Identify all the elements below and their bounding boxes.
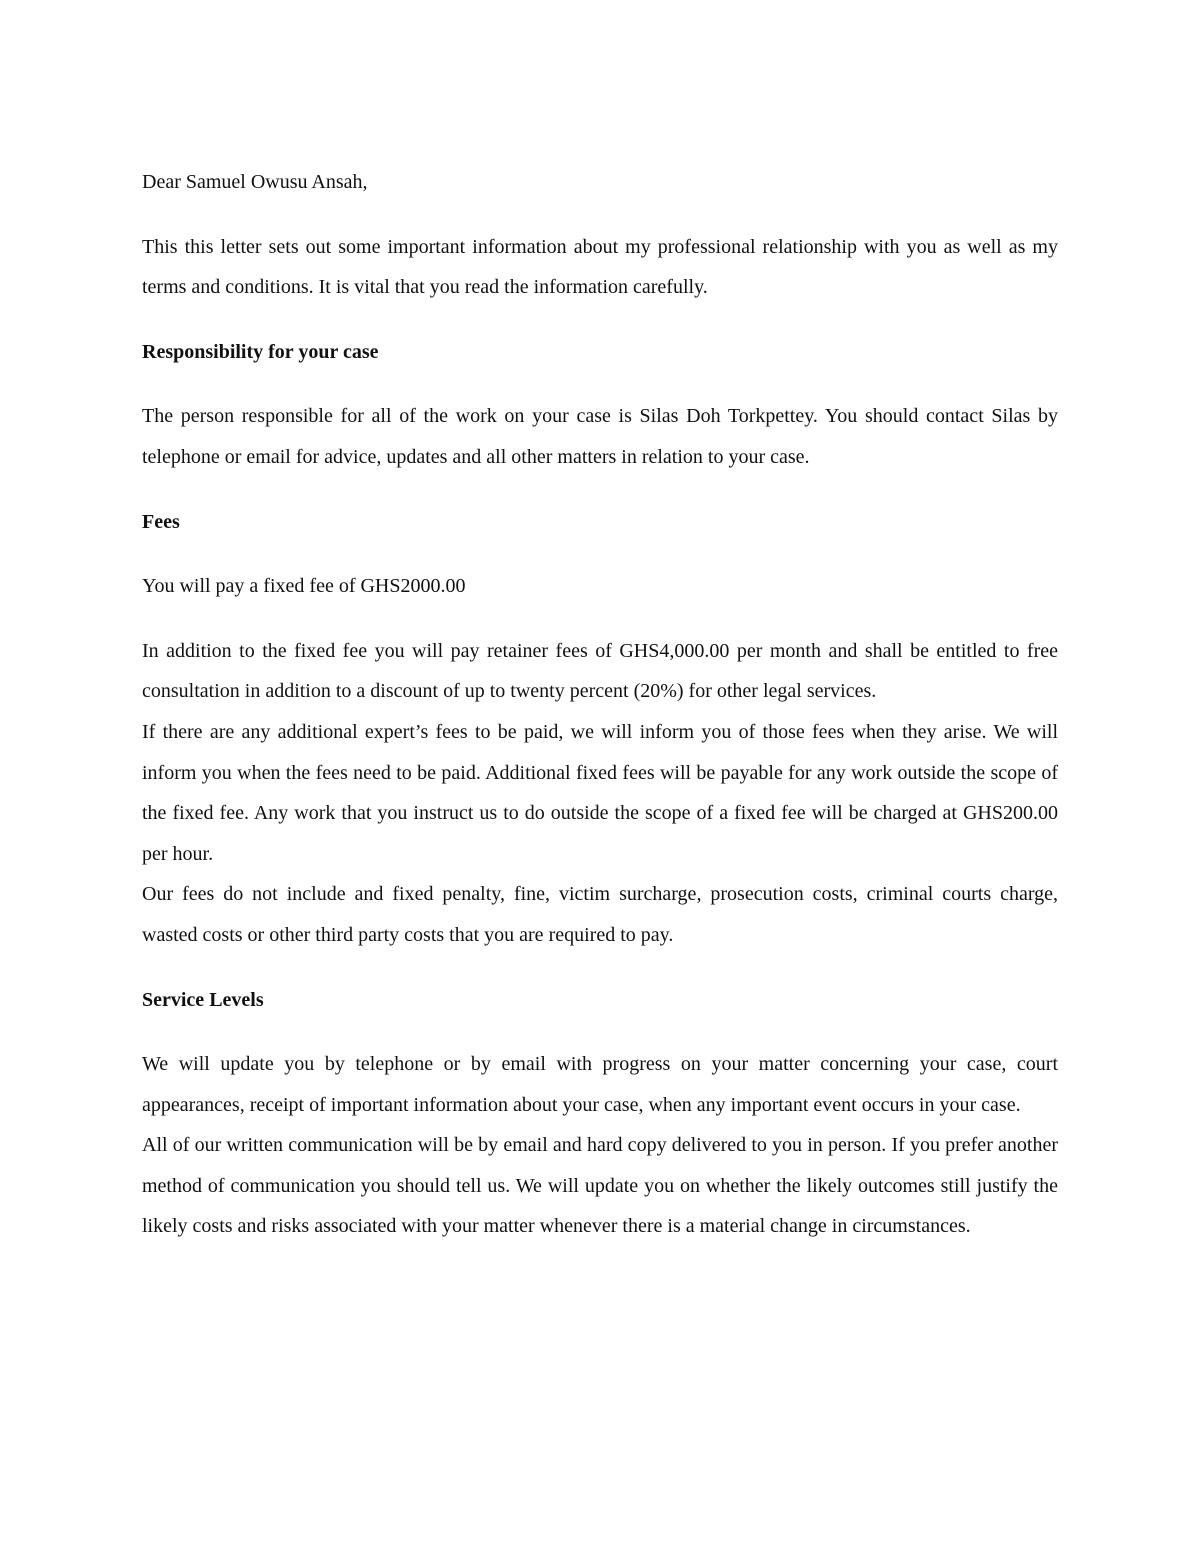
letter-body: [142, 162, 1058, 1247]
fees-fixed-fee-paragraph: You will pay a fixed fee of GHS2000.00: [142, 575, 466, 598]
intro-paragraph: This this letter sets out some important information about my professional relationship with you as well as my terms and conditions. It is vital that you read the information carefully.: [142, 235, 1058, 299]
fees-additional-paragraph: If there are any additional expert’s fees to be paid, we will inform you of those fees when they arise. We will inform you when the fees need to be paid. Additional fixed fees will be payable for any work outside the scope of the fixed fee. Any work that you instruct us to do outside the scope of a fixed fee will be charged at GHS200.00 per hour.: [142, 720, 1058, 865]
fees-exclusions-paragraph: Our fees do not include and fixed penalty, fine, victim surcharge, prosecution costs, criminal courts charge, wasted costs or other third party costs that you are required to pay.: [142, 883, 1058, 946]
responsibility-paragraph: The person responsible for all of the work on your case is Silas Doh Torkpettey. You should contact Silas by telephone or email for advice, updates and all other matters in relation to your case.: [142, 405, 1058, 468]
heading-fees: Fees: [142, 510, 180, 533]
fees-retainer-paragraph: In addition to the fixed fee you will pay retainer fees of GHS4,000.00 per month and shall be entitled to free consultation in addition to a discount of up to twenty percent (20%) for other legal services.: [142, 639, 1058, 703]
heading-service-levels: Service Levels: [142, 988, 264, 1011]
salutation: Dear Samuel Owusu Ansah,: [142, 171, 368, 193]
service-updates-paragraph: We will update you by telephone or by email with progress on your matter concerning your case, court appearances, receipt of important information about your case, when any important event occurs in your case.: [142, 1053, 1058, 1116]
service-communication-paragraph: All of our written communication will be by email and hard copy delivered to you in person. If you prefer another method of communication you should tell us. We will update you on whether the likely outcomes still justify the likely costs and risks associated with your matter whenever there is a material change in circumstances.: [142, 1134, 1058, 1238]
heading-responsibility: Responsibility for your case: [142, 340, 379, 363]
